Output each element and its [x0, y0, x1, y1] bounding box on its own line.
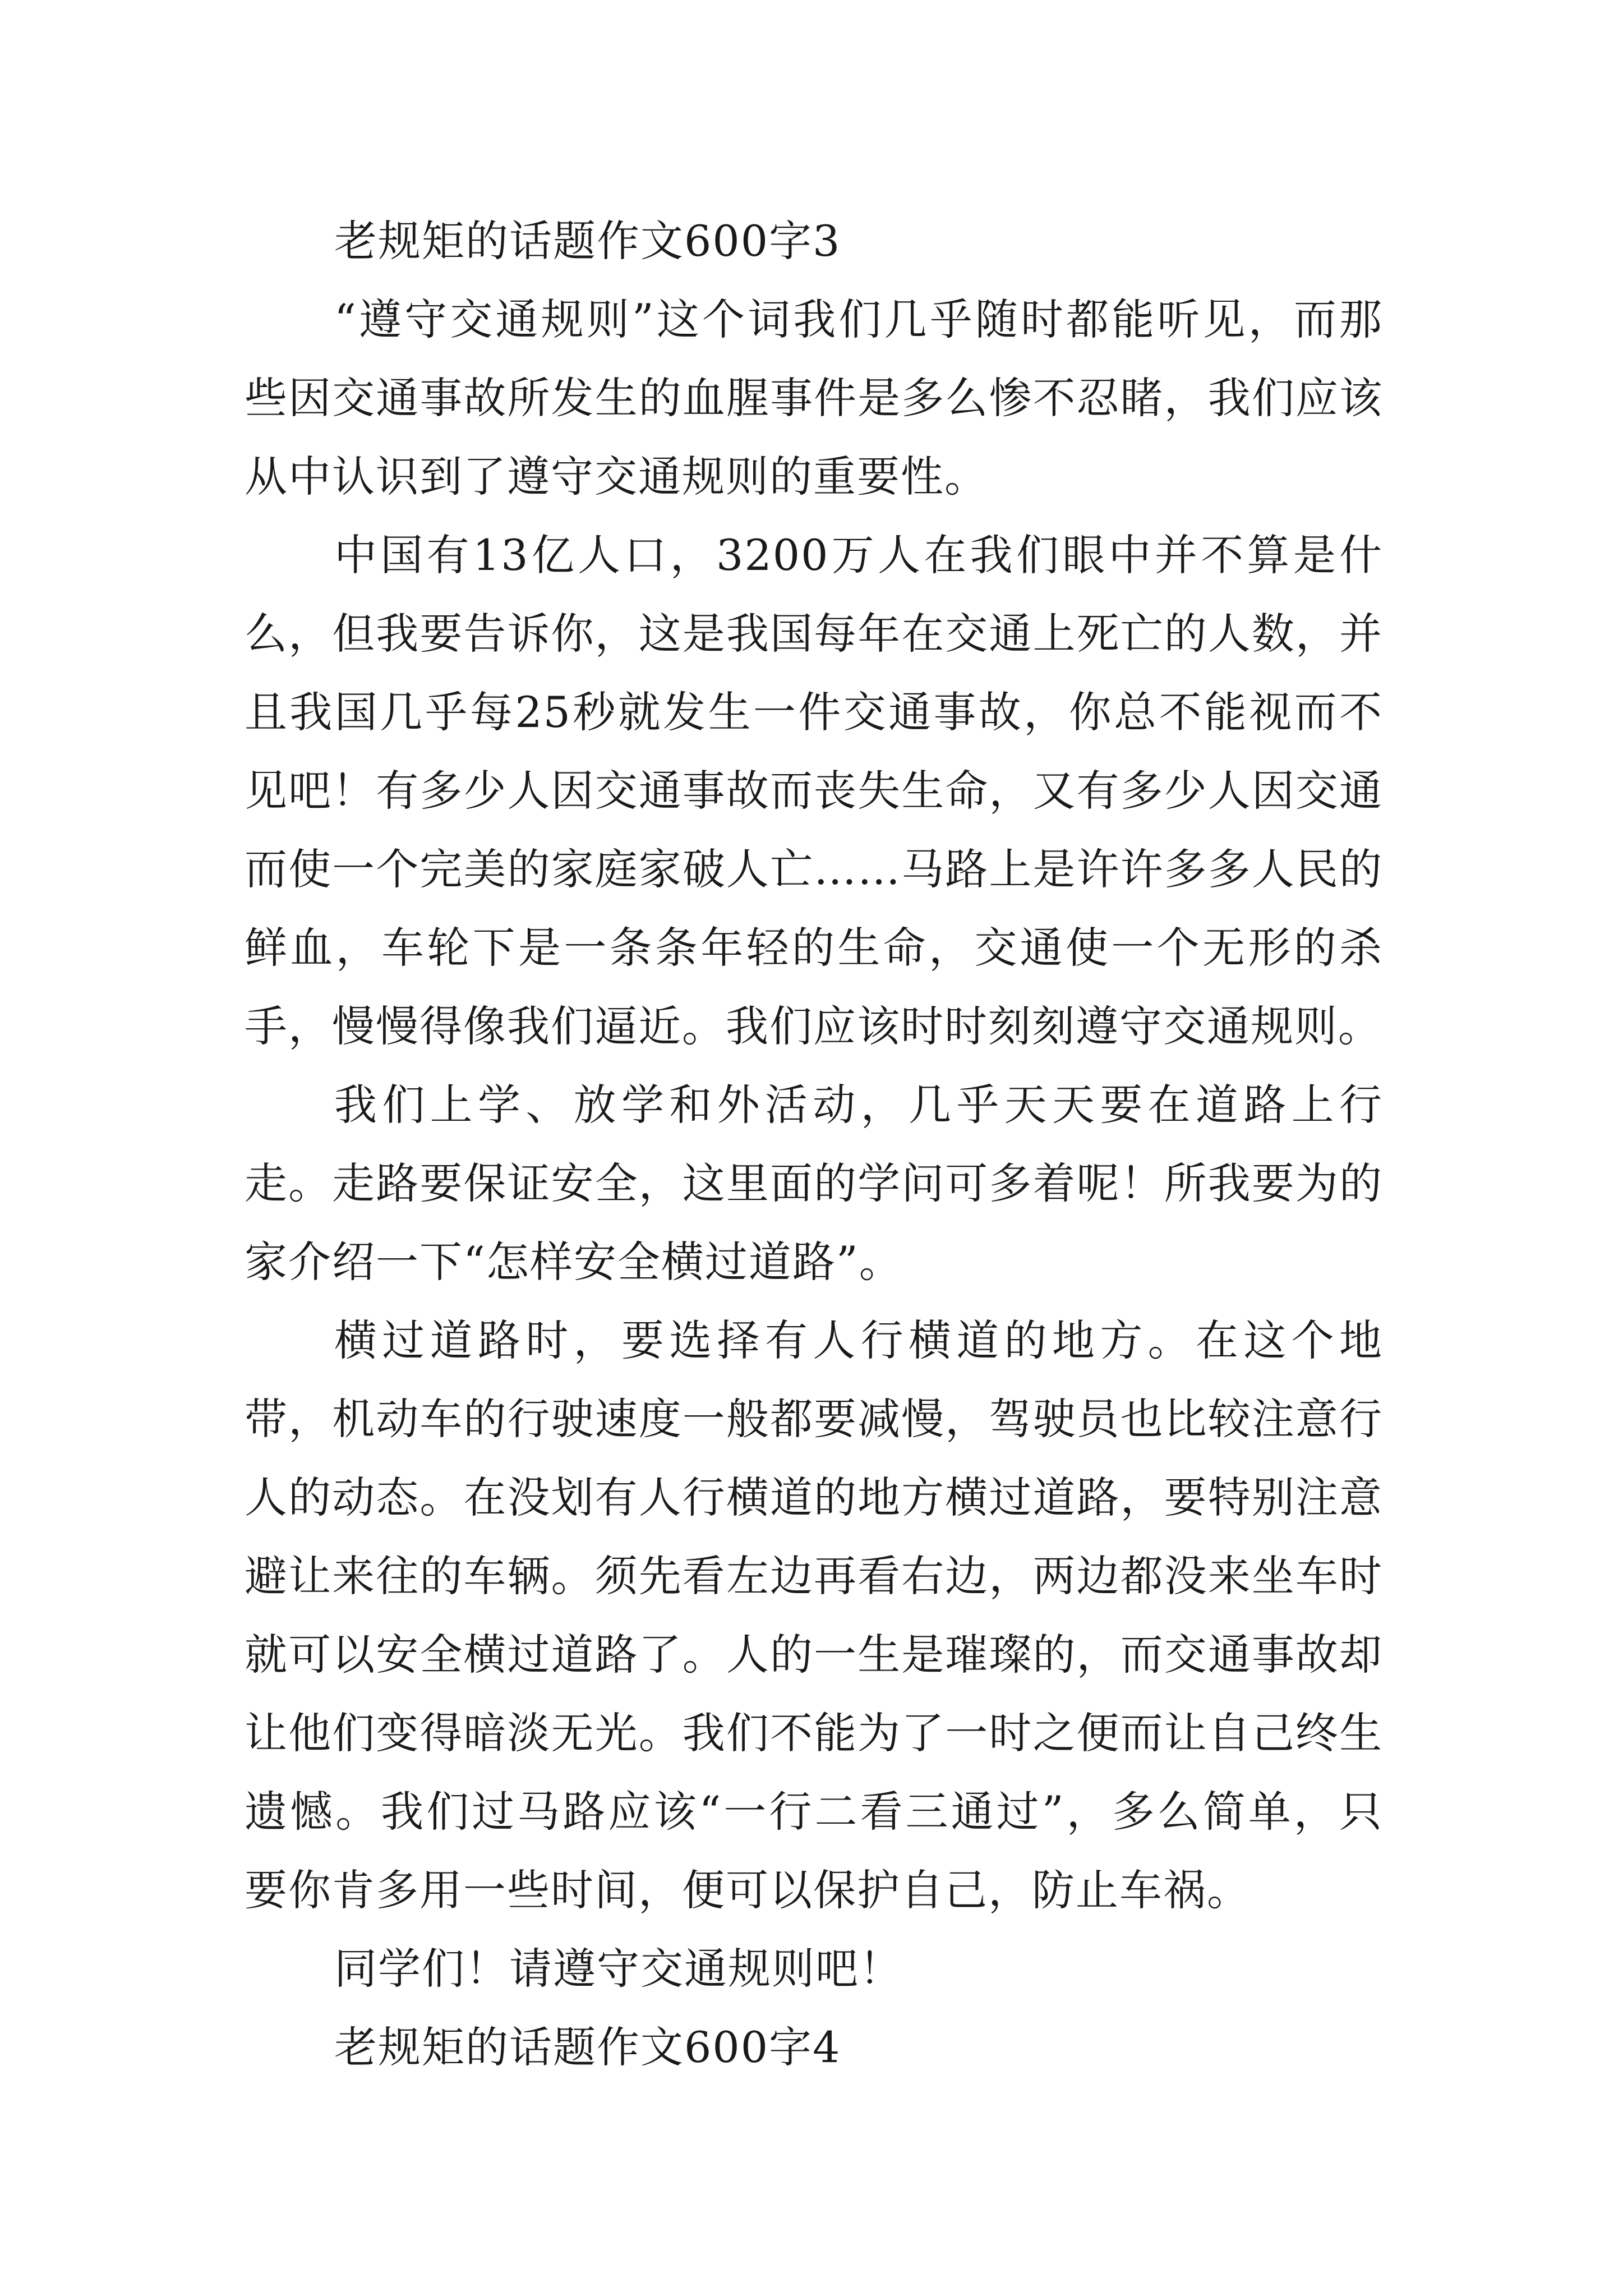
paragraph: 我们上学、放学和外活动，几乎天天要在道路上行走。走路要保证安全，这里面的学问可多着呢！所我要为的家介绍一下“怎样安全横过道路”。	[245, 1080, 1383, 1287]
section-heading: 老规矩的话题作文600字4	[334, 2022, 841, 2072]
paragraph: 横过道路时，要选择有人行横道的地方。在这个地带，机动车的行驶速度一般都要减慢，驾驶员也比较注意行人的动态。在没划有人行横道的地方横过道路，要特别注意避让来往的车辆。须先看左边再看右边，两边都没来坐车时就可以安全横过道路了。人的一生是璀璨的，而交通事故却让他们变得暗淡无光。我们不能为了一时之便而让自己终生遗憾。我们过马路应该“一行二看三通过”，多么简单，只要你肯多用一些时间，便可以保护自己，防止车祸。	[245, 1315, 1383, 1915]
paragraph: 中国有13亿人口，3200万人在我们眼中并不算是什么，但我要告诉你，这是我国每年在交通上死亡的人数，并且我国几乎每25秒就发生一件交通事故，你总不能视而不见吧！有多少人因交通事故而丧失生命，又有多少人因交通而使一个完美的家庭家破人亡……马路上是许许多多人民的鲜血，车轮下是一条条年轻的生命，交通使一个无形的杀手，慢慢得像我们逼近。我们应该时时刻刻遵守交通规则。	[245, 530, 1383, 1051]
document-body	[245, 202, 1383, 2087]
paragraph: “遵守交通规则”这个词我们几乎随时都能听见，而那些因交通事故所发生的血腥事件是多么惨不忍睹，我们应该从中认识到了遵守交通规则的重要性。	[245, 295, 1383, 501]
section-heading: 老规矩的话题作文600字3	[334, 216, 841, 266]
paragraph: 同学们！请遵守交通规则吧！	[334, 1944, 903, 1994]
